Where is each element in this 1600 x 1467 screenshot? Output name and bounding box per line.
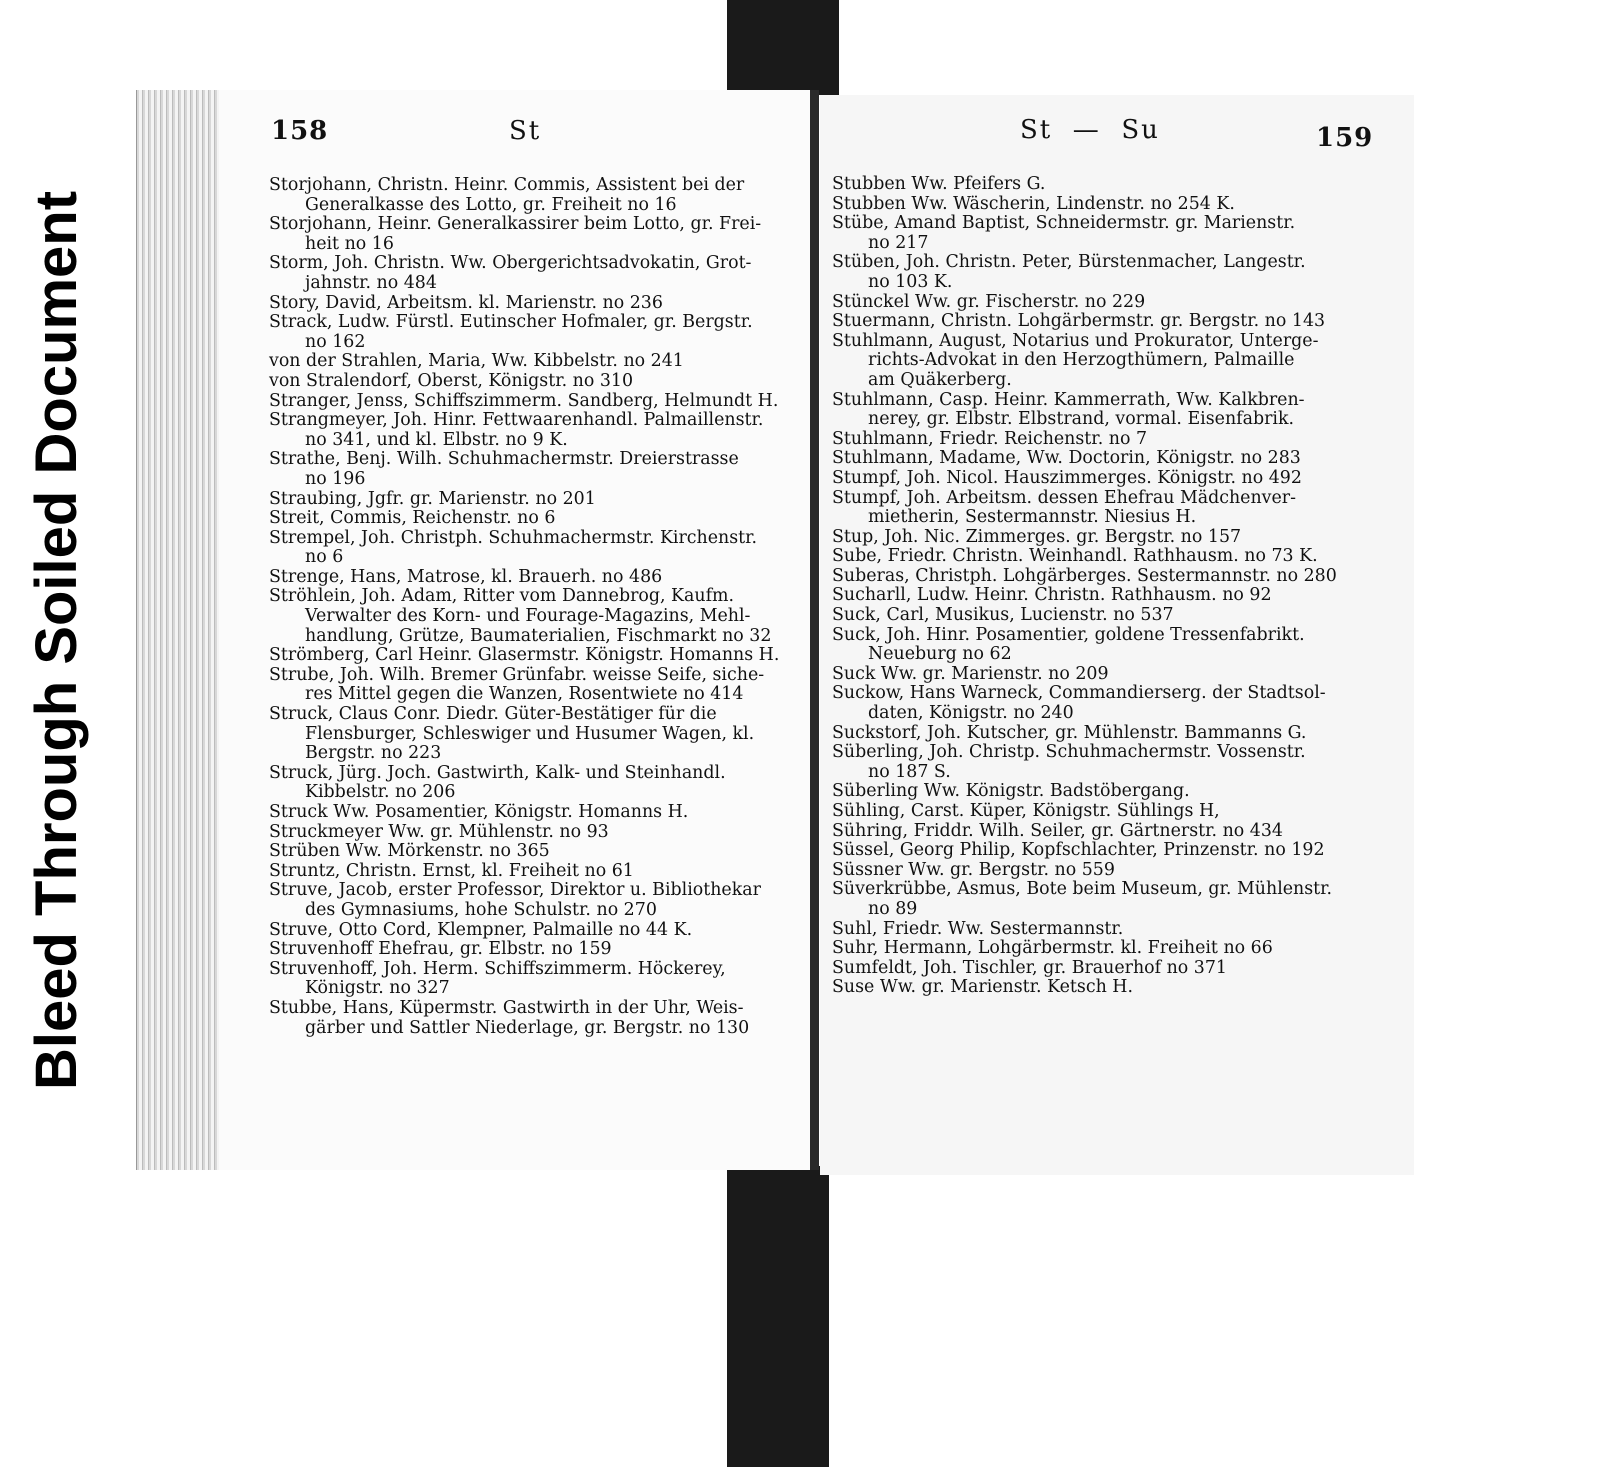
directory-entry: Stumpf, Joh. Nicol. Hauszimmerges. Königstr. no 492 [832, 467, 1302, 488]
directory-entry: Struve, Otto Cord, Klempner, Palmaille no 44 K. [269, 919, 693, 940]
directory-entry: Struck, Claus Conr. Diedr. Güter-Bestätiger für die Flensburger, Schleswiger und Husumer Wagen, kl. Bergstr. no 223 [269, 704, 755, 764]
directory-entry: Stuhlmann, August, Notarius und Prokurator, Unterge- richts-Advokat in den Herzogthümern, Palmaille am Quäkerberg. [832, 330, 1319, 390]
directory-entry: Story, David, Arbeitsm. kl. Marienstr. no 236 [269, 292, 663, 313]
directory-entry: Stubben Ww. Pfeifers G. [832, 174, 1046, 194]
directory-entry: Suckstorf, Joh. Kutscher, gr. Mühlenstr. Bammanns G. [832, 722, 1307, 743]
left-page-number: 158 [271, 116, 329, 146]
directory-entry: Suberas, Christph. Lohgärberges. Sestermannstr. no 280 [832, 565, 1337, 586]
directory-entry: Sucharll, Ludw. Heinr. Christn. Rathhausm. no 92 [832, 585, 1272, 606]
directory-entry: Stubbe, Hans, Küpermstr. Gastwirth in der Uhr, Weis- gärber und Sattler Niederlage, gr. Bergstr. no 130 [269, 997, 750, 1038]
directory-entry: Struvenhoff, Joh. Herm. Schiffszimmerm. Höckerey, Königstr. no 327 [269, 958, 726, 999]
directory-entry: Sühring, Friddr. Wilh. Seiler, gr. Gärtnerstr. no 434 [832, 820, 1283, 841]
directory-entry: Strömberg, Carl Heinr. Glasermstr. Königstr. Homanns H. [269, 645, 780, 666]
directory-entry: Suck, Joh. Hinr. Posamentier, goldene Tressenfabrikt. Neueburg no 62 [832, 624, 1305, 665]
directory-entry: Sühling, Carst. Küper, Königstr. Sühlings H, [832, 801, 1220, 821]
directory-entry: Stünckel Ww. gr. Fischerstr. no 229 [832, 291, 1146, 312]
directory-entry: von der Strahlen, Maria, Ww. Kibbelstr. no 241 [269, 351, 684, 372]
directory-entry: Süssner Ww. gr. Bergstr. no 559 [832, 859, 1115, 880]
right-running-head: St — Su [1020, 115, 1160, 145]
right-entry-list [832, 175, 1372, 998]
page-edge-stack [136, 90, 221, 1170]
directory-entry: Struntz, Christn. Ernst, kl. Freiheit no 61 [269, 860, 634, 881]
binding-spine-bottom [727, 1166, 829, 1467]
directory-entry: Strempel, Joh. Christph. Schuhmachermstr. Kirchenstr. no 6 [269, 527, 758, 568]
bleed-through-soiled-document-stamp: Bleed Through Soiled Document [24, 190, 89, 1090]
directory-entry: Süberling, Joh. Christp. Schuhmachermstr. Vossenstr. no 187 S. [832, 742, 1306, 782]
directory-entry: Suck, Carl, Musikus, Lucienstr. no 537 [832, 605, 1174, 626]
directory-entry: Süverkrübbe, Asmus, Bote beim Museum, gr. Mühlenstr. no 89 [832, 879, 1333, 919]
directory-entry: Stuermann, Christn. Lohgärbermstr. gr. Bergstr. no 143 [832, 311, 1326, 332]
binding-spine-top [727, 0, 839, 95]
directory-entry: Stuhlmann, Casp. Heinr. Kammerrath, Ww. Kalkbren- nerey, gr. Elbstr. Elbstrand, vormal. Eisenfabrik. [832, 389, 1305, 430]
directory-entry: Storm, Joh. Christn. Ww. Obergerichtsadvokatin, Grot- jahnstr. no 484 [269, 253, 752, 293]
directory-entry: Stuhlmann, Madame, Ww. Doctorin, Königstr. no 283 [832, 448, 1301, 469]
directory-entry: Sube, Friedr. Christn. Weinhandl. Rathhausm. no 73 K. [832, 546, 1318, 567]
directory-entry: Ströhlein, Joh. Adam, Ritter vom Dannebrog, Kaufm. Verwalter des Korn- und Fourage-Magazins, Mehl- handlung, Grütze, Baumaterialien, Fischmarkt no 32 [269, 586, 772, 646]
directory-entry: Suhl, Friedr. Ww. Sestermannstr. [832, 918, 1124, 939]
directory-entry: Straubing, Jgfr. gr. Marienstr. no 201 [269, 488, 596, 509]
directory-entry: Streit, Commis, Reichenstr. no 6 [269, 508, 556, 529]
directory-entry: Suck Ww. gr. Marienstr. no 209 [832, 663, 1109, 684]
directory-entry: Strathe, Benj. Wilh. Schuhmachermstr. Dreierstrasse no 196 [269, 449, 739, 489]
directory-entry: Stübe, Amand Baptist, Schneidermstr. gr. Marienstr. no 217 [832, 213, 1296, 253]
directory-entry: Stuhlmann, Friedr. Reichenstr. no 7 [832, 428, 1148, 449]
binding-gutter [810, 90, 819, 1170]
directory-entry: Süssel, Georg Philip, Kopfschlachter, Prinzenstr. no 192 [832, 840, 1325, 861]
directory-entry: Stumpf, Joh. Arbeitsm. dessen Ehefrau Mädchenver- mietherin, Sestermannstr. Niesius H. [832, 487, 1296, 528]
directory-entry: Struckmeyer Ww. gr. Mühlenstr. no 93 [269, 821, 609, 842]
directory-entry: Struck, Jürg. Joch. Gastwirth, Kalk- und Steinhandl. Kibbelstr. no 206 [269, 762, 726, 803]
directory-entry: Struck Ww. Posamentier, Königstr. Homanns H. [269, 802, 689, 822]
directory-entry: Strüben Ww. Mörkenstr. no 365 [269, 841, 550, 862]
directory-entry: Stranger, Jenss, Schiffszimmerm. Sandberg, Helmundt H. [269, 390, 779, 411]
directory-entry: von Stralendorf, Oberst, Königstr. no 310 [269, 370, 634, 391]
directory-entry: Suhr, Hermann, Lohgärbermstr. kl. Freiheit no 66 [832, 938, 1273, 959]
directory-entry: Stubben Ww. Wäscherin, Lindenstr. no 254 K. [832, 193, 1235, 214]
directory-entry: Strack, Ludw. Fürstl. Eutinscher Hofmaler, gr. Bergstr. no 162 [269, 312, 753, 352]
left-entry-list [269, 176, 799, 1038]
right-page [820, 95, 1414, 1175]
directory-entry: Stup, Joh. Nic. Zimmerges. gr. Bergstr. no 157 [832, 526, 1242, 547]
left-running-head: St [509, 116, 542, 146]
right-page-number: 159 [1316, 123, 1374, 153]
directory-entry: Suse Ww. gr. Marienstr. Ketsch H. [832, 977, 1134, 998]
directory-entry: Storjohann, Heinr. Generalkassirer beim Lotto, gr. Frei- heit no 16 [269, 214, 762, 254]
directory-entry: Sumfeldt, Joh. Tischler, gr. Brauerhof no 371 [832, 957, 1227, 978]
directory-entry: Suckow, Hans Warneck, Commandierserg. der Stadtsol- daten, Königstr. no 240 [832, 683, 1326, 724]
left-page [219, 90, 812, 1170]
directory-entry: Strenge, Hans, Matrose, kl. Brauerh. no 486 [269, 566, 663, 587]
directory-entry: Süberling Ww. Königstr. Badstöbergang. [832, 781, 1190, 802]
directory-entry: Strube, Joh. Wilh. Bremer Grünfabr. weisse Seife, siche- res Mittel gegen die Wanzen, Rosentwiete no 414 [269, 664, 765, 705]
directory-entry: Stüben, Joh. Christn. Peter, Bürstenmacher, Langestr. no 103 K. [832, 252, 1306, 292]
directory-entry: Struve, Jacob, erster Professor, Direktor u. Bibliothekar des Gymnasiums, hohe Schulstr. no 270 [269, 880, 761, 920]
directory-entry: Storjohann, Christn. Heinr. Commis, Assistent bei der Generalkasse des Lotto, gr. Freiheit no 16 [269, 175, 745, 215]
directory-entry: Struvenhoff Ehefrau, gr. Elbstr. no 159 [269, 939, 612, 960]
directory-entry: Strangmeyer, Joh. Hinr. Fettwaarenhandl. Palmaillenstr. no 341, und kl. Elbstr. no 9 K. [269, 410, 764, 450]
